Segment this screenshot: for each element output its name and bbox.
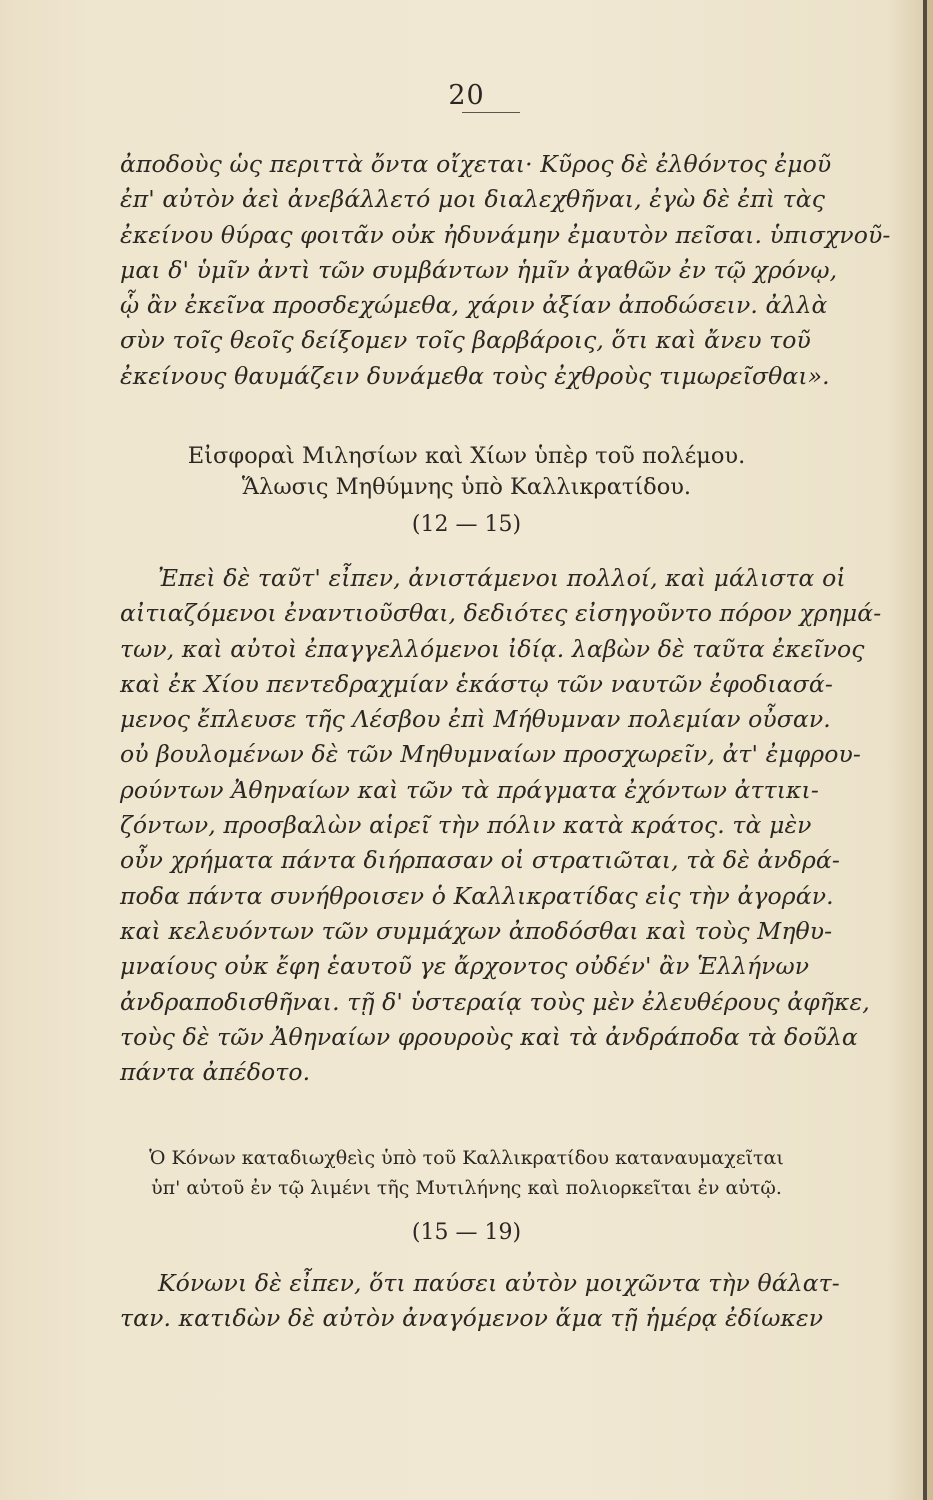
text-line: ρούντων Ἀθηναίων καὶ τῶν τὰ πράγματα ἐχόντων ἀττικι- [120, 775, 819, 804]
page-number-rule [462, 112, 520, 113]
section-heading-2 [0, 1143, 933, 1203]
section-range-2: (15 — 19) [411, 1220, 522, 1245]
text-line: ἐπ' αὐτὸν ἀεὶ ἀνεβάλλετό μοι διαλεχθῆναι, ἐγὼ δὲ ἐπὶ τὰς [120, 185, 825, 214]
text-line: αἰτιαζόμενοι ἐναντιοῦσθαι, δεδιότες εἰσηγοῦντο πόρον χρημά- [120, 599, 882, 628]
text-line: Ἐπεὶ δὲ ταῦτ' εἶπεν, ἀνιστάμενοι πολλοί, καὶ μάλιστα οἱ [158, 564, 846, 592]
section-range-1: (12 — 15) [411, 512, 522, 537]
text-line: ζόντων, προσβαλὼν αἱρεῖ τὴν πόλιν κατὰ κράτος. τὰ μὲν [120, 811, 812, 840]
text-line: σὺν τοῖς θεοῖς δείξομεν τοῖς βαρβάροις, ὅτι καὶ ἄνευ τοῦ [120, 326, 811, 355]
text-line: ᾧ ἂν ἐκεῖνα προσδεχώμεθα, χάριν ἀξίαν ἀποδώσειν. ἀλλὰ [120, 291, 828, 320]
paragraph-1 [120, 147, 891, 394]
text-line: ἀνδραποδισθῆναι. τῇ δ' ὑστεραίᾳ τοὺς μὲν ἐλευθέρους ἀφῆκε, [120, 987, 870, 1016]
text-line: ταν. κατιδὼν δὲ αὐτὸν ἀναγόμενον ἅμα τῇ ἡμέρᾳ ἐδίωκεν [120, 1304, 824, 1333]
text-line: Κόνωνι δὲ εἶπεν, ὅτι παύσει αὐτὸν μοιχῶντα τὴν θάλατ- [158, 1269, 840, 1297]
text-line: μναίους οὐκ ἔφη ἑαυτοῦ γε ἄρχοντος οὐδέν' ἂν Ἑλλήνων [120, 952, 810, 981]
text-line: ἀποδοὺς ὡς περιττὰ ὄντα οἴχεται· Κῦρος δὲ ἐλθόντος ἐμοῦ [120, 150, 832, 178]
text-line: μαι δ' ὑμῖν ἀντὶ τῶν συμβάντων ἡμῖν ἀγαθῶν ἐν τῷ χρόνῳ, [120, 255, 838, 284]
heading-line: Ὁ Κόνων καταδιωχθεὶς ὑπὸ τοῦ Καλλικρατίδου καταναυμαχεῖται [149, 1147, 784, 1169]
text-line: ποδα πάντα συνήθροισεν ὁ Καλλικρατίδας εἰς τὴν ἀγοράν. [120, 881, 834, 910]
binding-shadow [923, 0, 927, 1500]
text-line: μενος ἔπλευσε τῆς Λέσβου ἐπὶ Μήθυμναν πολεμίαν οὖσαν. [120, 705, 831, 734]
text-line: οὐ βουλομένων δὲ τῶν Μηθυμναίων προσχωρεῖν, ἀτ' ἐμφρου- [120, 740, 861, 769]
text-line: ἐκείνους θαυμάζειν δυνάμεθα τοὺς ἐχθροὺς τιμωρεῖσθαι». [120, 361, 830, 390]
text-line: καὶ κελευόντων τῶν συμμάχων ἀποδόσθαι καὶ τοὺς Μηθυ- [120, 916, 833, 945]
text-line: πάντα ἀπέδοτο. [120, 1058, 311, 1087]
heading-line: Εἰσφοραὶ Μιλησίων καὶ Χίων ὑπὲρ τοῦ πολέμου. [187, 443, 746, 469]
text-line: καὶ ἐκ Χίου πεντεδραχμίαν ἑκάστῳ τῶν ναυτῶν ἐφοδιασά- [120, 669, 833, 698]
section-heading-1 [0, 441, 933, 503]
text-line: οὖν χρήματα πάντα διήρπασαν οἱ στρατιῶται, τὰ δὲ ἀνδρά- [120, 846, 840, 875]
paragraph-3 [120, 1266, 850, 1337]
text-line: ἐκείνου θύρας φοιτᾶν οὐκ ἠδυνάμην ἐμαυτὸν πεῖσαι. ὑπισχνοῦ- [120, 220, 891, 249]
heading-line: Ἅλωσις Μηθύμνης ὑπὸ Καλλικρατίδου. [241, 474, 692, 500]
page-edge [927, 0, 933, 1500]
page-number: 20 [448, 80, 485, 111]
text-line: τοὺς δὲ τῶν Ἀθηναίων φρουροὺς καὶ τὰ ἀνδράποδα τὰ δοῦλα [120, 1022, 858, 1051]
paragraph-2 [120, 561, 882, 1090]
heading-line: ὑπ' αὐτοῦ ἐν τῷ λιμένι τῆς Μυτιλήνης καὶ πολιορκεῖται ἐν αὐτῷ. [151, 1177, 782, 1199]
text-line: των, καὶ αὐτοὶ ἐπαγγελλόμενοι ἰδίᾳ. λαβὼν δὲ ταῦτα ἐκεῖνος [120, 634, 865, 663]
